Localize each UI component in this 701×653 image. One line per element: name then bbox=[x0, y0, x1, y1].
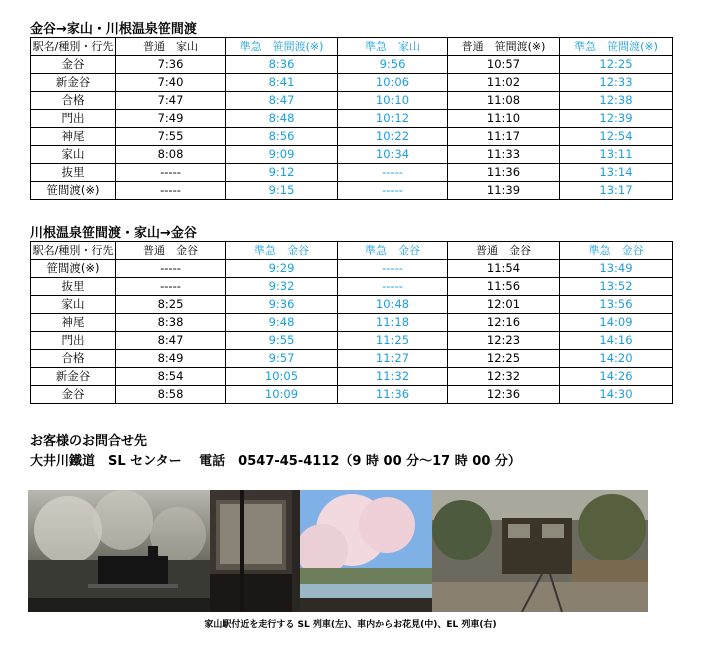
departure-time: 11:17 bbox=[448, 128, 560, 146]
departure-time: 10:06 bbox=[338, 74, 448, 92]
departure-time: 12:01 bbox=[448, 296, 560, 314]
table-row bbox=[31, 368, 673, 386]
departure-time: 12:25 bbox=[560, 56, 673, 74]
header-cell: 準急 金谷 bbox=[560, 242, 673, 260]
station-name: 家山 bbox=[31, 296, 116, 314]
table-row bbox=[31, 164, 673, 182]
departure-time: 13:17 bbox=[560, 182, 673, 200]
header-cell: 普通 金谷 bbox=[448, 242, 560, 260]
departure-time: 13:14 bbox=[560, 164, 673, 182]
departure-time: 8:48 bbox=[226, 110, 338, 128]
departure-time: 7:47 bbox=[116, 92, 226, 110]
table-row bbox=[31, 314, 673, 332]
departure-time: ----- bbox=[338, 260, 448, 278]
departure-time: 8:08 bbox=[116, 146, 226, 164]
header-cell: 普通 笹間渡(※) bbox=[448, 38, 560, 56]
header-row bbox=[31, 38, 673, 56]
departure-time: 8:25 bbox=[116, 296, 226, 314]
departure-time: 9:15 bbox=[226, 182, 338, 200]
departure-time: 11:39 bbox=[448, 182, 560, 200]
departure-time: 11:56 bbox=[448, 278, 560, 296]
departure-time: 14:26 bbox=[560, 368, 673, 386]
header-cell: 準急 笹間渡(※) bbox=[560, 38, 673, 56]
departure-time: 11:36 bbox=[338, 386, 448, 404]
departure-time: 13:52 bbox=[560, 278, 673, 296]
departure-time: 8:58 bbox=[116, 386, 226, 404]
departure-time: 12:16 bbox=[448, 314, 560, 332]
departure-time: 13:49 bbox=[560, 260, 673, 278]
departure-time: 10:57 bbox=[448, 56, 560, 74]
departure-time: 10:05 bbox=[226, 368, 338, 386]
table-row bbox=[31, 182, 673, 200]
departure-time: 11:18 bbox=[338, 314, 448, 332]
header-cell: 準急 金谷 bbox=[338, 242, 448, 260]
table1-title: 金谷→家山・川根温泉笹間渡 bbox=[30, 22, 197, 37]
header-row bbox=[31, 242, 673, 260]
departure-time: 8:54 bbox=[116, 368, 226, 386]
photo-strip bbox=[28, 490, 648, 612]
departure-time: 8:47 bbox=[226, 92, 338, 110]
departure-time: ----- bbox=[116, 182, 226, 200]
departure-time: 8:56 bbox=[226, 128, 338, 146]
station-name: 門出 bbox=[31, 332, 116, 350]
station-name: 金谷 bbox=[31, 56, 116, 74]
table-row bbox=[31, 110, 673, 128]
departure-time: ----- bbox=[338, 182, 448, 200]
departure-time: ----- bbox=[116, 260, 226, 278]
table-row bbox=[31, 278, 673, 296]
header-cell: 普通 金谷 bbox=[116, 242, 226, 260]
departure-time: 9:32 bbox=[226, 278, 338, 296]
departure-time: 7:55 bbox=[116, 128, 226, 146]
departure-time: 12:32 bbox=[448, 368, 560, 386]
table-row bbox=[31, 386, 673, 404]
departure-time: 12:38 bbox=[560, 92, 673, 110]
departure-time: 11:02 bbox=[448, 74, 560, 92]
departure-time: 10:22 bbox=[338, 128, 448, 146]
photo-el-train bbox=[432, 490, 648, 612]
table-row bbox=[31, 350, 673, 368]
departure-time: 9:12 bbox=[226, 164, 338, 182]
departure-time: 9:29 bbox=[226, 260, 338, 278]
departure-time: 8:49 bbox=[116, 350, 226, 368]
departure-time: 14:09 bbox=[560, 314, 673, 332]
station-name: 門出 bbox=[31, 110, 116, 128]
departure-time: 14:16 bbox=[560, 332, 673, 350]
departure-time: 9:09 bbox=[226, 146, 338, 164]
table-row bbox=[31, 56, 673, 74]
table-row bbox=[31, 146, 673, 164]
departure-time: 13:56 bbox=[560, 296, 673, 314]
header-cell: 普通 家山 bbox=[116, 38, 226, 56]
station-name: 家山 bbox=[31, 146, 116, 164]
departure-time: 10:12 bbox=[338, 110, 448, 128]
station-name: 抜里 bbox=[31, 164, 116, 182]
departure-time: 12:33 bbox=[560, 74, 673, 92]
departure-time: 12:25 bbox=[448, 350, 560, 368]
photo-caption: 家山駅付近を走行する SL 列車(左)、車内からお花見(中)、EL 列車(右) bbox=[204, 620, 497, 630]
departure-time: ----- bbox=[116, 164, 226, 182]
departure-time: 14:30 bbox=[560, 386, 673, 404]
station-name: 新金谷 bbox=[31, 74, 116, 92]
station-name: 抜里 bbox=[31, 278, 116, 296]
header-cell: 準急 金谷 bbox=[226, 242, 338, 260]
departure-time: 11:33 bbox=[448, 146, 560, 164]
station-name: 金谷 bbox=[31, 386, 116, 404]
departure-time: 12:54 bbox=[560, 128, 673, 146]
departure-time: 11:10 bbox=[448, 110, 560, 128]
departure-time: ----- bbox=[338, 278, 448, 296]
departure-time: 10:34 bbox=[338, 146, 448, 164]
header-cell: 駅名/種別・行先 bbox=[31, 242, 116, 260]
timetable-outbound bbox=[30, 37, 673, 200]
photo-cherry-blossom bbox=[292, 490, 432, 612]
station-name: 笹間渡(※) bbox=[31, 260, 116, 278]
departure-time: 13:11 bbox=[560, 146, 673, 164]
table-row bbox=[31, 296, 673, 314]
departure-time: 7:36 bbox=[116, 56, 226, 74]
table-row bbox=[31, 332, 673, 350]
header-cell: 準急 家山 bbox=[338, 38, 448, 56]
departure-time: 11:27 bbox=[338, 350, 448, 368]
departure-time: 10:09 bbox=[226, 386, 338, 404]
timetable-inbound bbox=[30, 241, 673, 404]
departure-time: 9:57 bbox=[226, 350, 338, 368]
table-row bbox=[31, 128, 673, 146]
departure-time: 14:20 bbox=[560, 350, 673, 368]
departure-time: 9:56 bbox=[338, 56, 448, 74]
departure-time: 8:38 bbox=[116, 314, 226, 332]
table2-title: 川根温泉笹間渡・家山→金谷 bbox=[30, 226, 197, 241]
station-name: 合格 bbox=[31, 92, 116, 110]
table-row bbox=[31, 260, 673, 278]
station-name: 合格 bbox=[31, 350, 116, 368]
departure-time: 7:49 bbox=[116, 110, 226, 128]
departure-time: 8:36 bbox=[226, 56, 338, 74]
table-row bbox=[31, 92, 673, 110]
departure-time: 11:54 bbox=[448, 260, 560, 278]
photo-car-interior bbox=[210, 490, 292, 612]
station-name: 笹間渡(※) bbox=[31, 182, 116, 200]
station-name: 神尾 bbox=[31, 128, 116, 146]
departure-time: 10:10 bbox=[338, 92, 448, 110]
photo-sl-train bbox=[28, 490, 210, 612]
departure-time: 12:36 bbox=[448, 386, 560, 404]
station-name: 新金谷 bbox=[31, 368, 116, 386]
header-cell: 駅名/種別・行先 bbox=[31, 38, 116, 56]
departure-time: 11:08 bbox=[448, 92, 560, 110]
departure-time: 9:55 bbox=[226, 332, 338, 350]
departure-time: 12:23 bbox=[448, 332, 560, 350]
departure-time: 12:39 bbox=[560, 110, 673, 128]
station-name: 神尾 bbox=[31, 314, 116, 332]
contact-heading: お客様のお問合せ先 bbox=[30, 434, 148, 449]
table-row bbox=[31, 74, 673, 92]
departure-time: 7:40 bbox=[116, 74, 226, 92]
departure-time: 10:48 bbox=[338, 296, 448, 314]
departure-time: ----- bbox=[116, 278, 226, 296]
departure-time: 11:36 bbox=[448, 164, 560, 182]
departure-time: 9:36 bbox=[226, 296, 338, 314]
departure-time: ----- bbox=[338, 164, 448, 182]
departure-time: 11:32 bbox=[338, 368, 448, 386]
departure-time: 8:47 bbox=[116, 332, 226, 350]
departure-time: 11:25 bbox=[338, 332, 448, 350]
contact-line: 大井川鐵道 SL センター 電話 0547-45-4112（9 時 00 分～17 時 00 分） bbox=[30, 454, 521, 469]
header-cell: 準急 笹間渡(※) bbox=[226, 38, 338, 56]
departure-time: 8:41 bbox=[226, 74, 338, 92]
departure-time: 9:48 bbox=[226, 314, 338, 332]
